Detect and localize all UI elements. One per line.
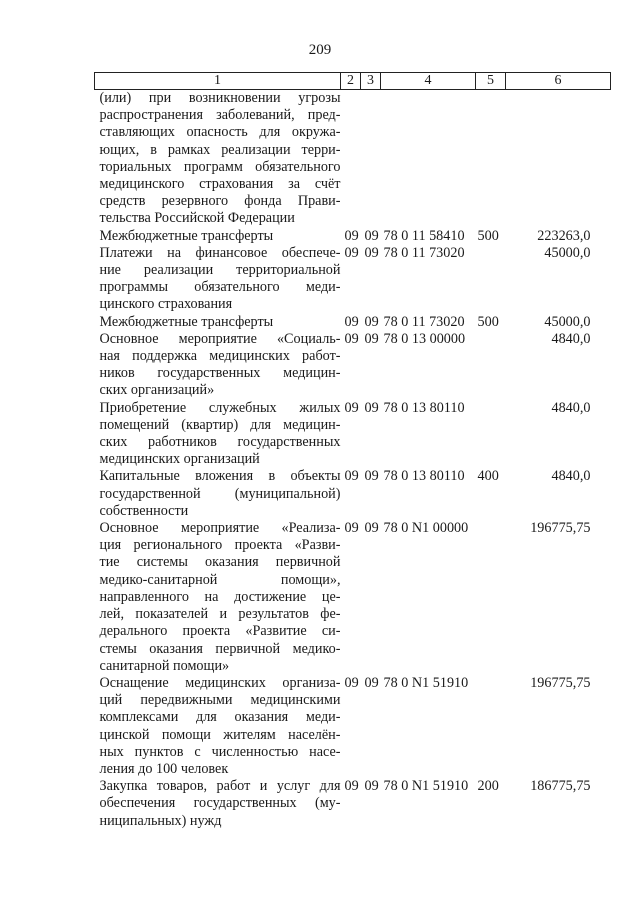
description-line: ников государственных медицин-: [99, 365, 341, 382]
description-line: тие системы оказания первичной: [99, 554, 341, 571]
row-amount: 45000,0: [544, 244, 591, 261]
row-expense-type: 500: [477, 313, 499, 330]
table-row: [95, 520, 611, 675]
table-row: [95, 245, 611, 314]
description-line: дерального проекта «Развитие си-: [99, 623, 341, 640]
description-line: ций передвижными медицинскими: [99, 692, 341, 709]
row-section: 09: [344, 520, 359, 537]
row-description: [95, 90, 341, 228]
description-line: стемы оказания первичной медико-: [99, 640, 341, 657]
row-expense-type: [476, 90, 506, 228]
row-section: 09: [344, 227, 359, 244]
description-line: Основное мероприятие «Реализа-: [99, 520, 341, 537]
row-amount: 4840,0: [551, 330, 591, 347]
row-amount: 186775,75: [530, 778, 591, 795]
row-expense-type: [476, 400, 506, 469]
description-line: цинского страхования: [99, 296, 233, 313]
description-line: Оснащение медицинских организа-: [99, 674, 341, 691]
row-expense-type: 400: [477, 468, 499, 485]
description-line: ниципальных) нужд: [99, 812, 222, 829]
row-description: [95, 520, 341, 675]
description-line: медицинских организаций: [99, 451, 260, 468]
table-row: [95, 675, 611, 778]
description-line: Капитальные вложения в объекты: [99, 468, 341, 485]
row-subsection: 09: [364, 227, 379, 244]
description-line: комплексами для оказания меди-: [99, 709, 341, 726]
description-line: распространения заболеваний, пред-: [99, 107, 341, 124]
row-description: [95, 245, 341, 314]
row-target-article: 78 0 13 80110: [383, 468, 465, 485]
row-description: [95, 228, 341, 245]
description-line: обеспечения государственных (му-: [99, 795, 341, 812]
description-line: ских работников государственных: [99, 434, 341, 451]
row-amount: 45000,0: [544, 313, 591, 330]
description-line: ских организаций»: [99, 382, 215, 399]
row-section: 09: [344, 468, 359, 485]
row-section: 09: [344, 674, 359, 691]
table-row: [95, 228, 611, 245]
row-subsection: [361, 90, 381, 228]
row-subsection: 09: [364, 399, 379, 416]
row-target-article: [381, 90, 476, 228]
description-line: Закупка товаров, работ и услуг для: [99, 778, 341, 795]
budget-table: [94, 72, 611, 830]
row-amount: 4840,0: [551, 468, 591, 485]
row-description: [95, 400, 341, 469]
row-amount: 223263,0: [537, 227, 591, 244]
description-line: Основное мероприятие «Социаль-: [99, 330, 341, 347]
description-line: ных пунктов с численностью насе-: [99, 743, 341, 760]
header-col-5: 5: [476, 73, 506, 90]
header-col-6: 6: [506, 73, 611, 90]
row-section: [341, 90, 361, 228]
row-subsection: 09: [364, 330, 379, 347]
row-section: 09: [344, 399, 359, 416]
row-subsection: 09: [364, 313, 379, 330]
row-target-article: 78 0 11 73020: [383, 313, 465, 330]
description-line: ления до 100 человек: [99, 760, 229, 777]
row-amount: 196775,75: [530, 520, 591, 537]
header-row: [95, 73, 611, 90]
description-line: государственной (муниципальной): [99, 485, 341, 502]
description-line: программы обязательного меди-: [99, 279, 341, 296]
row-amount: [506, 90, 611, 228]
description-line: лей, показателей и результатов фе-: [99, 606, 341, 623]
description-line: собственности: [99, 502, 189, 519]
row-expense-type: [476, 331, 506, 400]
table-body: [95, 90, 611, 830]
table-row: [95, 90, 611, 228]
description-line: ние реализации территориальной: [99, 262, 341, 279]
table-row: [95, 331, 611, 400]
row-amount: 196775,75: [530, 674, 591, 691]
row-subsection: 09: [364, 778, 379, 795]
description-line: Межбюджетные трансферты: [99, 313, 274, 330]
row-expense-type: 500: [477, 227, 499, 244]
row-description: [95, 675, 341, 778]
page-number: 209: [308, 42, 332, 58]
description-line: ториальных программ обязательного: [99, 158, 341, 175]
table-row: [95, 400, 611, 469]
description-line: (или) при возникновении угрозы: [99, 90, 341, 106]
header-col-3: 3: [361, 73, 381, 90]
row-expense-type: [476, 245, 506, 314]
description-line: ная поддержка медицинских работ-: [99, 348, 341, 365]
row-subsection: 09: [364, 244, 379, 261]
description-line: санитарной помощи»: [99, 657, 230, 674]
description-line: цинской помощи жителям населён-: [99, 726, 341, 743]
description-line: тельства Российской Федерации: [99, 210, 295, 227]
row-section: 09: [344, 330, 359, 347]
row-description: [95, 468, 341, 520]
row-amount: 4840,0: [551, 399, 591, 416]
description-line: средств резервного фонда Прави-: [99, 193, 341, 210]
row-target-article: 78 0 11 73020: [383, 244, 465, 261]
table-row: [95, 314, 611, 331]
row-section: 09: [344, 778, 359, 795]
description-line: ющих, в рамках реализации терри-: [99, 141, 341, 158]
row-section: 09: [344, 313, 359, 330]
row-subsection: 09: [364, 674, 379, 691]
row-description: [95, 314, 341, 331]
description-line: Межбюджетные трансферты: [99, 227, 274, 244]
description-line: Приобретение служебных жилых: [99, 399, 341, 416]
header-col-4: 4: [381, 73, 476, 90]
description-line: ставляющих опасность для окружа-: [99, 124, 341, 141]
description-line: медицинского страхования за счёт: [99, 176, 341, 193]
description-line: Платежи на финансовое обеспече-: [99, 244, 341, 261]
description-line: медико-санитарной помощи»,: [99, 571, 341, 588]
row-description: [95, 778, 341, 830]
description-line: направленного на достижение це-: [99, 588, 341, 605]
table-row: [95, 468, 611, 520]
row-target-article: 78 0 13 80110: [383, 399, 465, 416]
header-col-1: 1: [95, 73, 341, 90]
row-target-article: 78 0 N1 51910: [383, 674, 469, 691]
row-expense-type: 200: [477, 778, 499, 795]
header-col-2: 2: [341, 73, 361, 90]
row-section: 09: [344, 244, 359, 261]
row-target-article: 78 0 13 00000: [383, 330, 466, 347]
row-expense-type: [476, 520, 506, 675]
table-row: [95, 778, 611, 830]
row-target-article: 78 0 N1 51910: [383, 778, 469, 795]
row-description: [95, 331, 341, 400]
row-target-article: 78 0 11 58410: [383, 227, 465, 244]
description-line: помещений (квартир) для медицин-: [99, 416, 341, 433]
row-subsection: 09: [364, 468, 379, 485]
row-target-article: 78 0 N1 00000: [383, 520, 469, 537]
row-expense-type: [476, 675, 506, 778]
description-line: ция регионального проекта «Разви-: [99, 537, 341, 554]
table-header: [95, 73, 611, 90]
row-subsection: 09: [364, 520, 379, 537]
